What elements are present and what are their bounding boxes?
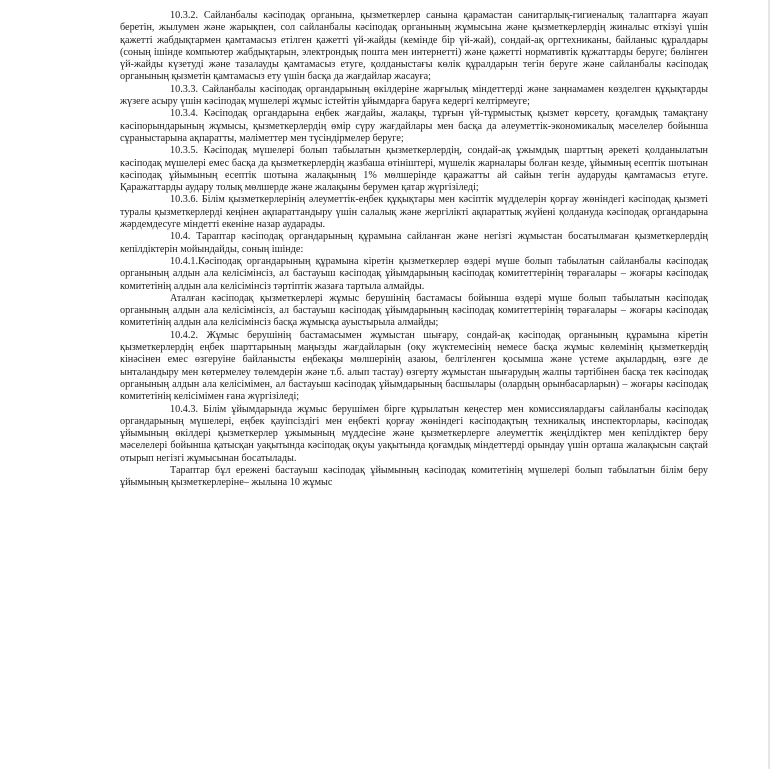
paragraph-10-4-1: 10.4.1.Кәсіподақ органдарының құрамына кіретін қызметкерлер өздері мүше болып табылатын сайланбалы кәсіподақ органының алдын ала келісімінсіз, ал бастауыш кәсіподақ ұйымдарының кәсіподақ комитеттерінің төрағалары – жоғары кәсіподақ комитетінің алдын ала келісімінсіз тәртіптік жазаға тартыла алмайды.	[120, 255, 708, 292]
paragraph-10-4-3: 10.4.3. Білім ұйымдарында жұмыс берушімен бірге құрылатын кеңестер мен комиссиялардағы сайланбалы кәсіподақ органдарының мүшелері, еңбек қауіпсіздігі мен еңбекті қорғау жөніндегі кәсіподақтың техникалық инспекторлары, кәсіподақ ұйымының өкілдері қызметкерлер ұжымының мүддесіне және қызметкерлерге әлеуметтік жеңілдіктер мен кепілдіктер беру мәселелері бойынша қатысқан уақытында кәсіподақ оқуы уақытында қоғамдық міндеттерді орындау үшін орташа жалақысын сақтай отырып негізгі жұмысынан босатылады.	[120, 403, 708, 464]
paragraph-10-3-2: 10.3.2. Сайланбалы кәсіподақ органына, қызметкерлер санына қарамастан санитарлық-гигиеналық талаптарға жауап беретін, жылумен және жарықпен, сол сайланбалы кәсіподақ органының жұмысына және қызметкерлердің жиналыс өткізуі үшін қажетті жабдықтармен қамтамасыз етілген қажетті үй-жайды (кемінде бір үй-жай), сондай-ақ оргтехниканы, байланыс құралдары (соның ішінде компьютер жабдықтарын, электрондық пошта мен интернетті) және қажетті нормативтік құжаттарды беруге; бөлінген үй-жайды күзетуді және тазалауды қамтамасыз етуге, қолданыстағы көлік құралдарын тегін беруге және сайланбалы кәсіподақ органының қызметін қамтамасыз ету үшін басқа да жағдайлар жасауға;	[120, 10, 708, 83]
paragraph-10-3-5: 10.3.5. Кәсіподақ мүшелері болып табылатын қызметкерлердің, сондай-ақ ұжымдық шарттың әрекеті қолданылатын кәсіподақ мүшелері емес басқа да қызметкерлердің жазбаша өтініштері, мүшелік жарналары болған кезде, ұйымның есептік шотынан кәсіподақ ұйымының есептік шотына жалақының 1% мөлшерінде қаражатты ай сайын тегін аударуды қамтамасыз етуге. Қаражаттарды аудару толық мөлшерде және жалақыны берумен қатар жүргізіледі;	[120, 145, 708, 194]
paragraph-10-3-4: 10.3.4. Кәсіподақ органдарына еңбек жағдайы, жалақы, тұрғын үй-тұрмыстық қызмет көрсету, қоғамдық тамақтану кәсіпорындарының жұмысы, қызметкерлердің өмір сүру жағдайлары мен басқа да әлеуметтік-экономикалық мәселелер бойынша сұраныстарына ақпаратты, мәліметтер мен түсіндірмелер беруге;	[120, 108, 708, 144]
paragraph-10-4: 10.4. Тараптар кәсіподақ органдарының құрамына сайланған және негізгі жұмыстан босатылмаған қызметкерлердің кепілдіктерін мойындайды, соның ішінде:	[120, 231, 708, 255]
paragraph-10-4-1-continued: Аталған кәсіподақ қызметкерлері жұмыс берушінің бастамасы бойынша өздері мүше болып табылатын кәсіподақ органының алдын ала келісімінсіз, ал бастауыш кәсіподақ ұйымдарының кәсіподақ комитеттерінің төрағалары – жоғары кәсіподақ комитетінің алдын ала келісімінсіз басқа жұмысқа ауыстырыла алмайды;	[120, 292, 708, 329]
paragraph-final: Тараптар бұл ережені бастауыш кәсіподақ ұйымының кәсіподақ комитетінің мүшелері болып табылатын білім беру ұйымының қызметкерлеріне– жылына 10 жұмыс	[120, 464, 708, 489]
paragraph-10-4-2: 10.4.2. Жұмыс берушінің бастамасымен жұмыстан шығару, сондай-ақ кәсіподақ органының құрамына кіретін қызметкерлердің еңбек шарттарының маңызды жағдайларын (оқу жүктемесінің немесе басқа жұмыс көлемінің қызметкердің кінәсінен емес өзгеруіне байланысты еңбекақы мөлшерінің азаюы, белгіленген қосымша және үстеме ақылардың, өзге де ынталандыру мен көтермелеу төлемдерін және т.б. алып тастау) өзгерту жұмыстан шығарудың жалпы тәртібінен басқа тек кәсіподақ органының алдын ала келісімімен, ал бастауыш кәсіподақ ұйымдарының басшылары (олардың орынбасарларын) – жоғары кәсіподақ комитетінің келісімімен ғана жүргізіледі;	[120, 329, 708, 403]
document-page	[120, 10, 708, 490]
paragraph-10-3-3: 10.3.3. Сайланбалы кәсіподақ органдарының өкілдеріне жарғылық міндеттерді және заңнамамен көзделген құқықтарды жүзеге асыру үшін кәсіподақ мүшелері жұмыс істейтін ұйымдарға баруға кедергі келтірмеуге;	[120, 83, 708, 108]
paragraph-10-3-6: 10.3.6. Білім қызметкерлерінің әлеуметтік-еңбек құқықтары мен кәсіптік мүдделерін қорғау жөніндегі кәсіподақ қызметі туралы қызметкерлерді кеңінен ақпараттандыру үшін салалық және жергілікті ақпараттық жүйені қолдануда кәсіподақ органдарына жәрдемдесуге міндетті екеніне назар аударады.	[120, 194, 708, 231]
